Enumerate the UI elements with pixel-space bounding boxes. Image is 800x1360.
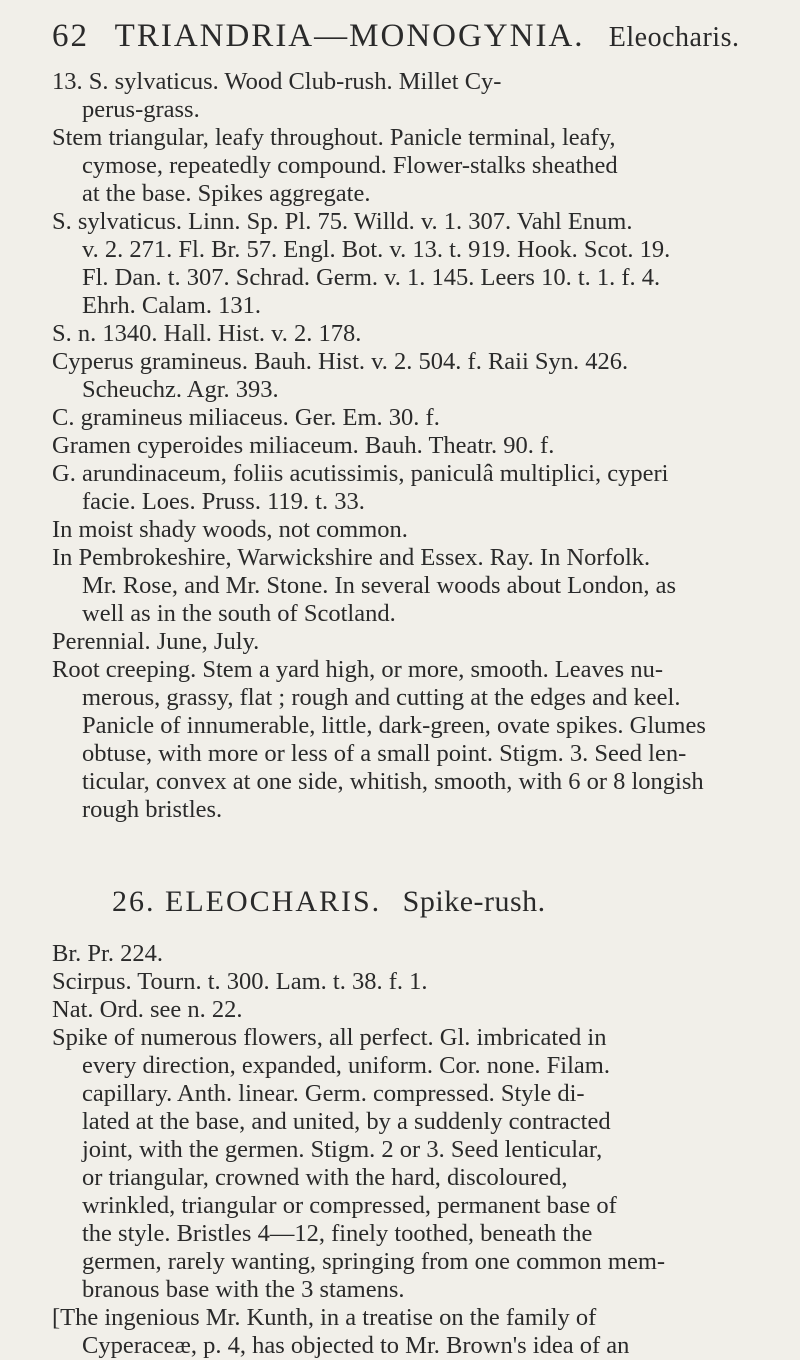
text-line: cymose, repeatedly compound. Flower-stalks sheathed	[82, 152, 618, 179]
genus-entry	[52, 940, 772, 1360]
text-line: Fl. Dan. t. 307. Schrad. Germ. v. 1. 145. Leers 10. t. 1. f. 4.	[82, 264, 661, 291]
text-line: Root creeping. Stem a yard high, or more, smooth. Leaves nu-	[52, 656, 663, 683]
text-line: wrinkled, triangular or compressed, permanent base of	[82, 1192, 617, 1219]
page-number: 62	[52, 18, 89, 54]
text-line: Cyperus gramineus. Bauh. Hist. v. 2. 504. f. Raii Syn. 426.	[52, 348, 629, 375]
text-line: merous, grassy, flat ; rough and cutting at the edges and keel.	[82, 684, 681, 711]
heading-gap	[52, 920, 772, 940]
text-line: perus-grass.	[82, 96, 200, 123]
text-line: or triangular, crowned with the hard, discoloured,	[82, 1164, 568, 1191]
text-line: every direction, expanded, uniform. Cor. none. Filam.	[82, 1052, 610, 1079]
text-line: Panicle of innumerable, little, dark-green, ovate spikes. Glumes	[82, 712, 706, 739]
text-line: facie. Loes. Pruss. 119. t. 33.	[82, 488, 365, 515]
text-line: at the base. Spikes aggregate.	[82, 180, 371, 207]
text-line: S. n. 1340. Hall. Hist. v. 2. 178.	[52, 320, 362, 347]
running-genus: Eleocharis.	[608, 22, 740, 53]
class-order-title: TRIANDRIA—MONOGYNIA.	[114, 18, 585, 54]
species-entry	[52, 68, 772, 824]
text-line: C. gramineus miliaceus. Ger. Em. 30. f.	[52, 404, 440, 431]
text-line: Spike of numerous flowers, all perfect. Gl. imbricated in	[52, 1024, 607, 1051]
text-line: branous base with the 3 stamens.	[82, 1276, 405, 1303]
text-line: Br. Pr. 224.	[52, 940, 163, 967]
text-line: Perennial. June, July.	[52, 628, 260, 655]
text-line: 13. S. sylvaticus. Wood Club-rush. Millet Cy-	[52, 68, 502, 95]
text-line: Nat. Ord. see n. 22.	[52, 996, 243, 1023]
text-line: the style. Bristles 4—12, finely toothed, beneath the	[82, 1220, 593, 1247]
text-line: joint, with the germen. Stigm. 2 or 3. Seed lenticular,	[82, 1136, 603, 1163]
text-line: In Pembrokeshire, Warwickshire and Essex. Ray. In Norfolk.	[52, 544, 651, 571]
text-line: rough bristles.	[82, 796, 223, 823]
text-line: Ehrh. Calam. 131.	[82, 292, 261, 319]
text-line: obtuse, with more or less of a small point. Stigm. 3. Seed len-	[82, 740, 687, 767]
text-line: v. 2. 271. Fl. Br. 57. Engl. Bot. v. 13. t. 919. Hook. Scot. 19.	[82, 236, 671, 263]
text-line: ticular, convex at one side, whitish, smooth, with 6 or 8 longish	[82, 768, 704, 795]
text-line: Scheuchz. Agr. 393.	[82, 376, 279, 403]
genus-number-name: 26. ELEOCHARIS.	[112, 885, 382, 918]
text-line: Stem triangular, leafy throughout. Panicle terminal, leafy,	[52, 124, 616, 151]
text-line: germen, rarely wanting, springing from one common mem-	[82, 1248, 666, 1275]
text-line: Scirpus. Tourn. t. 300. Lam. t. 38. f. 1.	[52, 968, 428, 995]
text-line: G. arundinaceum, foliis acutissimis, paniculâ multiplici, cyperi	[52, 460, 669, 487]
text-line: [The ingenious Mr. Kunth, in a treatise on the family of	[52, 1304, 597, 1331]
text-line: capillary. Anth. linear. Germ. compressed. Style di-	[82, 1080, 585, 1107]
text-line: Mr. Rose, and Mr. Stone. In several woods about London, as	[82, 572, 677, 599]
genus-english-name: Spike-rush.	[402, 885, 546, 918]
text-line: Gramen cyperoides miliaceum. Bauh. Theatr. 90. f.	[52, 432, 555, 459]
text-line: S. sylvaticus. Linn. Sp. Pl. 75. Willd. v. 1. 307. Vahl Enum.	[52, 208, 633, 235]
page-body	[52, 68, 772, 1360]
section-gap	[52, 824, 772, 884]
text-line: well as in the south of Scotland.	[82, 600, 396, 627]
genus-heading	[52, 884, 772, 920]
text-line: Cyperaceæ, p. 4, has objected to Mr. Brown's idea of an	[82, 1332, 630, 1359]
text-line: lated at the base, and united, by a suddenly contracted	[82, 1108, 611, 1135]
running-header	[52, 18, 772, 55]
text-line: In moist shady woods, not common.	[52, 516, 408, 543]
